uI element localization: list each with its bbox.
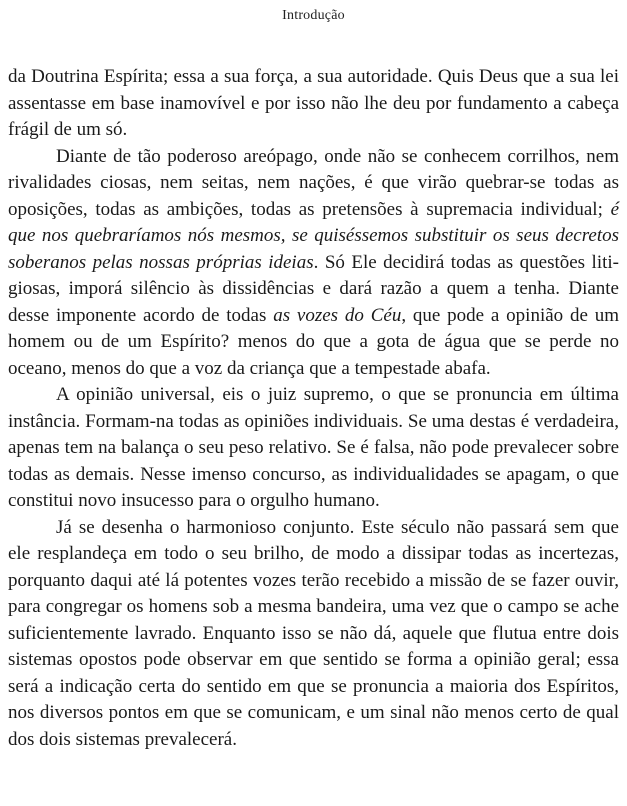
paragraph-text: da Doutrina Espírita; essa a sua força, a sua autoridade. Quis Deus que a sua lei assentasse em base inamovível e por isso não lhe deu por fundamento a cabeça frágil de um só. <box>8 66 619 140</box>
paragraph-text: A opinião universal, eis o juiz supremo, o que se pronuncia em última instância. Formam-na todas as opiniões individuais. Se uma destas é verdadeira, apenas tem na balança o seu peso relativo. Se é falsa, não pode prevalecer sobre todas as demais. Nesse imenso concurso, as individualidades se apagam, o que constitui novo insucesso para o orgulho humano. <box>8 384 619 511</box>
page-body <box>8 64 619 753</box>
italic-text: é que nos quebraríamos nós mesmos, se quiséssemos substituir os seus decretos soberanos pelas nossas próprias ideias <box>8 198 619 273</box>
paragraph-text: . Só Ele decidirá todas as questões litigiosas, imporá silêncio às dissidências e dará razão a quem a tenha. Diante desse imponente acordo de todas <box>8 251 619 326</box>
italic-text: as vozes do Céu <box>273 304 402 326</box>
paragraph <box>8 382 619 515</box>
running-head-title: Introdução <box>282 8 345 23</box>
paragraph-text: Diante de tão poderoso areópago, onde não se conhecem corrilhos, nem rivalidades ciosas, nem seitas, nem nações, é que virão quebrar-se todas as oposições, todas as ambições, todas as pretensões à supremacia individual; <box>8 145 619 220</box>
paragraph <box>8 515 619 754</box>
paragraph-text: Já se desenha o harmonioso conjunto. Este século não passará sem que ele resplandeça em todo o seu brilho, de modo a dissipar todas as incertezas, porquanto daqui até lá potentes vozes terão recebido a missão de se fazer ouvir, para congregar os homens sob a mesma bandeira, uma vez que o campo se ache suficientemente lavrado. Enquanto isso se não dá, aquele que flutua entre dois sistemas opostos pode observar em que sentido se forma a opinião geral; essa será a indicação certa do sentido em que se pronuncia a maioria dos Espíritos, nos diversos pontos em que se comunicam, e um sinal não menos certo de qual dos dois sistemas prevalecerá. <box>8 516 619 750</box>
paragraph <box>8 144 619 383</box>
paragraph <box>8 64 619 144</box>
paragraph-text: , que pode a opinião de um homem ou de um Espírito? menos do que a gota de água que se perde no oceano, menos do que a voz da criança que a tempestade abafa. <box>8 304 620 379</box>
